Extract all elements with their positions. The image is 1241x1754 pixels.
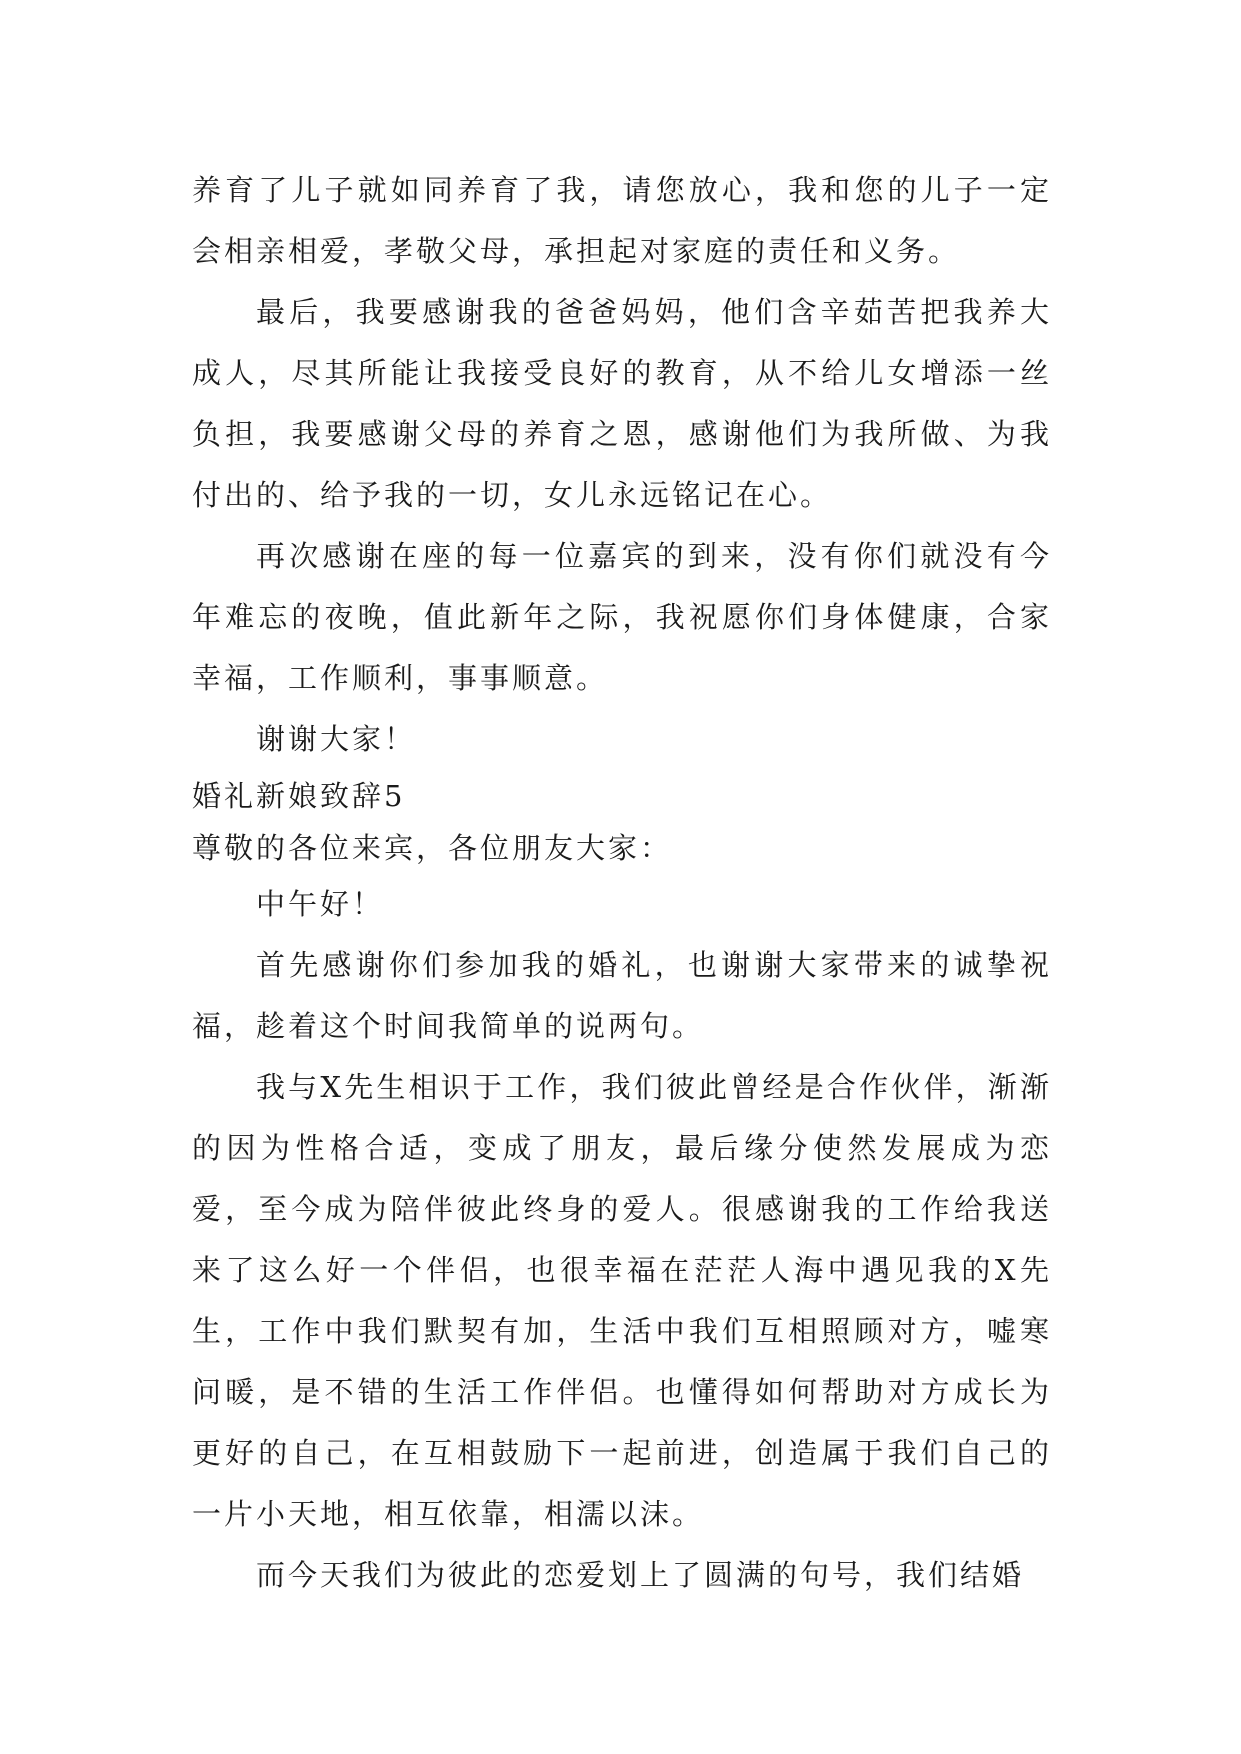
paragraph-3: 再次感谢在座的每一位嘉宾的到来，没有你们就没有今年难忘的夜晚，值此新年之际，我祝愿你们身体健康，合家幸福，工作顺利，事事顺意。 bbox=[192, 539, 1052, 695]
paragraph-greeting: 中午好！ bbox=[256, 887, 385, 921]
salutation: 尊敬的各位来宾，各位朋友大家： bbox=[192, 831, 673, 865]
paragraph-2: 最后，我要感谢我的爸爸妈妈，他们含辛茹苦把我养大成人，尽其所能让我接受良好的教育，从不给儿女增添一丝负担，我要感谢父母的养育之恩，感谢他们为我所做、为我付出的、给予我的一切，女儿永远铭记在心。 bbox=[192, 295, 1052, 512]
document-body bbox=[192, 160, 1052, 1606]
paragraph-5: 首先感谢你们参加我的婚礼，也谢谢大家带来的诚挚祝福，趁着这个时间我简单的说两句。 bbox=[192, 948, 1052, 1043]
section-title: 婚礼新娘致辞5 bbox=[192, 779, 406, 813]
paragraph-1: 养育了儿子就如同养育了我，请您放心，我和您的儿子一定会相亲相爱，孝敬父母，承担起对家庭的责任和义务。 bbox=[192, 173, 1052, 268]
paragraph-6: 我与X先生相识于工作，我们彼此曾经是合作伙伴，渐渐的因为性格合适，变成了朋友，最后缘分使然发展成为恋爱，至今成为陪伴彼此终身的爱人。很感谢我的工作给我送来了这么好一个伴侣，也很幸福在茫茫人海中遇见我的X先生，工作中我们默契有加，生活中我们互相照顾对方，嘘寒问暖，是不错的生活工作伴侣。也懂得如何帮助对方成长为更好的自己，在互相鼓励下一起前进，创造属于我们自己的一片小天地，相互依靠，相濡以沫。 bbox=[192, 1070, 1052, 1531]
paragraph-7: 而今天我们为彼此的恋爱划上了圆满的句号，我们结婚 bbox=[256, 1558, 1025, 1592]
paragraph-4: 谢谢大家！ bbox=[256, 722, 417, 756]
